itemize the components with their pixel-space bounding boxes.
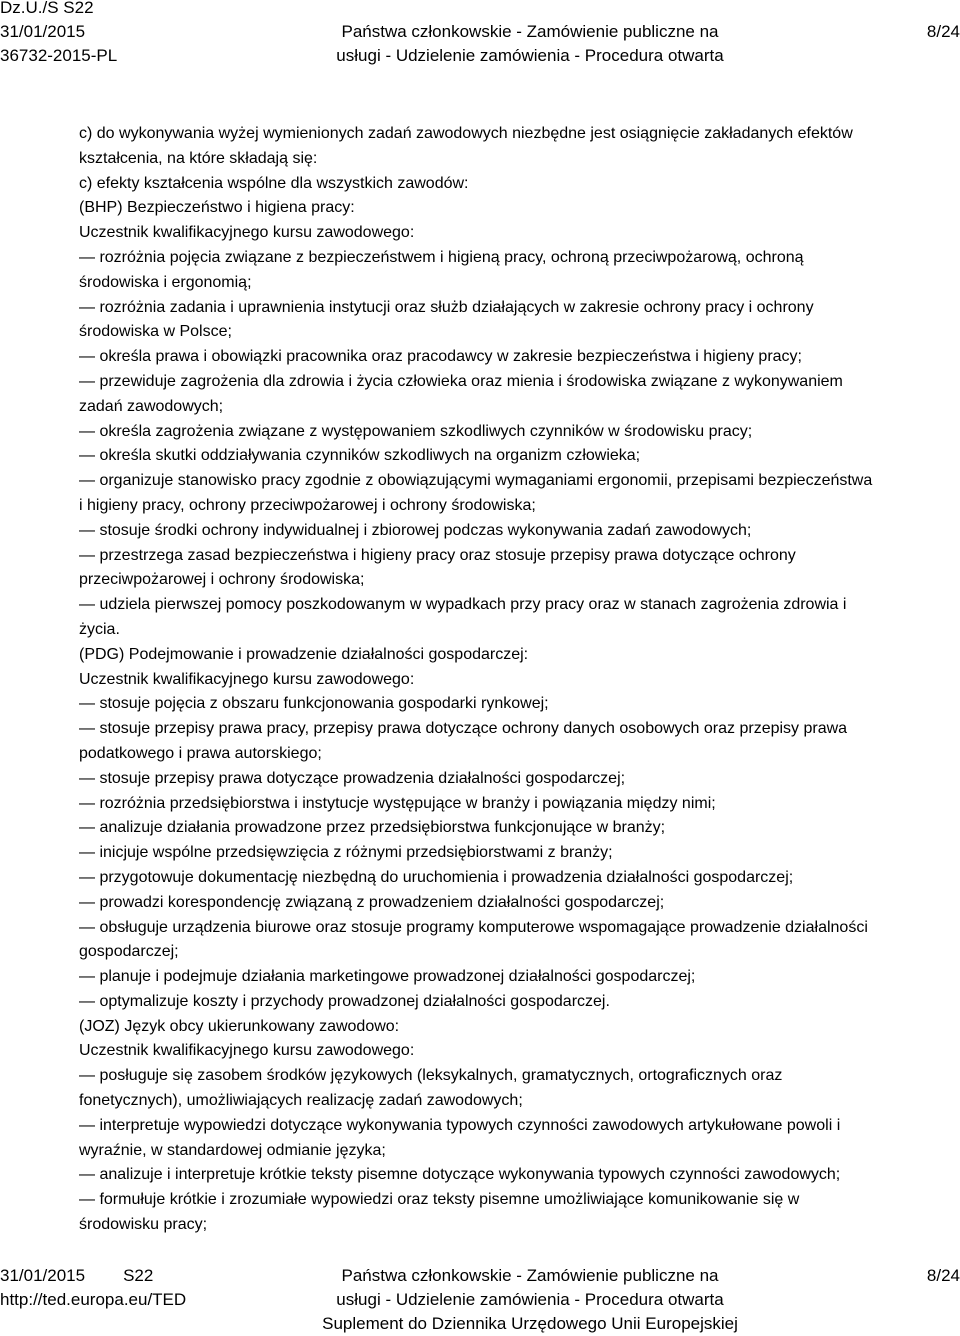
- text-line: wyraźnie, w standardowej odmianie języka;: [79, 1141, 386, 1159]
- text-line: kształcenia, na które składają się:: [79, 149, 318, 167]
- text-line: życia.: [79, 620, 120, 638]
- text-line: c) do wykonywania wyżej wymienionych zadań zawodowych niezbędne jest osiągnięcie zakładanych efektów: [79, 125, 853, 142]
- footer-date: 31/01/2015: [0, 1266, 86, 1285]
- text-line: — obsługuje urządzenia biurowe oraz stosuje programy komputerowe wspomagające prowadzenie działalności: [79, 918, 868, 936]
- text-line: — analizuje działania prowadzone przez przedsiębiorstwa funkcjonujące w branży;: [79, 819, 666, 837]
- text-line: — udziela pierwszej pomocy poszkodowanym w wypadkach przy pracy oraz w stanach zagrożenia zdrowia i: [79, 596, 847, 614]
- text-line: środowiska i ergonomią;: [79, 273, 252, 291]
- text-line: — prowadzi korespondencję związaną z prowadzeniem działalności gospodarczej;: [79, 893, 665, 911]
- text-line: — stosuje przepisy prawa pracy, przepisy prawa dotyczące ochrony danych osobowych oraz przepisy prawa: [79, 720, 848, 738]
- document-body: [79, 122, 959, 1238]
- text-line: — przygotowuje dokumentację niezbędną do uruchomienia i prowadzenia działalności gospodarczej;: [79, 868, 794, 886]
- header-title-line1: Państwa członkowskie - Zamówienie publiczne na: [341, 22, 719, 41]
- text-line: gospodarczej;: [79, 943, 179, 961]
- notice-id: 36732-2015-PL: [0, 46, 118, 65]
- text-line: zadań zawodowych;: [79, 397, 224, 415]
- text-line: — stosuje pojęcia z obszaru funkcjonowania gospodarki rynkowej;: [79, 695, 549, 713]
- header-page-number: 8/24: [926, 22, 960, 41]
- footer-title-line3: Suplement do Dziennika Urzędowego Unii Europejskiej: [322, 1314, 738, 1333]
- text-line: — posługuje się zasobem środków językowych (leksykalnych, gramatycznych, ortograficznych oraz: [79, 1067, 783, 1085]
- text-line: — analizuje i interpretuje krótkie teksty pisemne dotyczące wykonywania typowych czynności zawodowych;: [79, 1166, 841, 1184]
- text-line: Uczestnik kwalifikacyjnego kursu zawodowego:: [79, 224, 415, 242]
- footer-title: [0, 1264, 960, 1336]
- text-line: środowiska w Polsce;: [79, 323, 232, 341]
- text-line: — organizuje stanowisko pracy zgodnie z obowiązującymi wymaganiami ergonomii, przepisami bezpieczeństwa: [79, 472, 873, 490]
- text-line: — inicjuje wspólne przedsięwzięcia z różnymi przedsiębiorstwami z branży;: [79, 844, 613, 862]
- text-line: — określa skutki oddziaływania czynników szkodliwych na organizm człowieka;: [79, 447, 641, 465]
- text-line: Uczestnik kwalifikacyjnego kursu zawodowego:: [79, 670, 415, 688]
- journal-ref: Dz.U./S S22: [0, 0, 94, 17]
- text-line: — określa zagrożenia związane z występowaniem szkodliwych czynników w środowisku pracy;: [79, 422, 753, 440]
- footer-page-number: 8/24: [926, 1266, 960, 1285]
- text-line: — rozróżnia zadania i uprawnienia instytucji oraz służb działających w zakresie ochrony pracy i ochrony: [79, 298, 814, 316]
- text-line: — rozróżnia pojęcia związane z bezpieczeństwem i higieną pracy, ochroną przeciwpożarową, ochroną: [79, 248, 804, 266]
- text-line: c) efekty kształcenia wspólne dla wszystkich zawodów:: [79, 174, 469, 192]
- text-line: — interpretuje wypowiedzi dotyczące wykonywania typowych czynności zawodowych artykułowane powoli i: [79, 1116, 841, 1134]
- text-line: — optymalizuje koszty i przychody prowadzonej działalności gospodarczej.: [79, 992, 610, 1010]
- text-line: (BHP) Bezpieczeństwo i higiena pracy:: [79, 199, 355, 217]
- text-line: Uczestnik kwalifikacyjnego kursu zawodowego:: [79, 1042, 415, 1060]
- text-line: środowisku pracy;: [79, 1216, 208, 1234]
- text-line: — stosuje środki ochrony indywidualnej i zbiorowej podczas wykonywania zadań zawodowych;: [79, 521, 752, 539]
- text-line: (PDG) Podejmowanie i prowadzenie działalności gospodarczej:: [79, 645, 529, 663]
- text-line: (JOZ) Język obcy ukierunkowany zawodowo:: [79, 1017, 400, 1035]
- text-line: — rozróżnia przedsiębiorstwa i instytucje występujące w branży i powiązania między nimi;: [79, 794, 716, 812]
- text-line: — określa prawa i obowiązki pracownika oraz pracodawcy w zakresie bezpieczeństwa i higieny pracy;: [79, 348, 802, 366]
- header-date: 31/01/2015: [0, 22, 86, 41]
- footer-title-line2: usługi - Udzielenie zamówienia - Procedura otwarta: [336, 1290, 724, 1309]
- text-line: — planuje i podejmuje działania marketingowe prowadzonej działalności gospodarczej;: [79, 968, 696, 986]
- header-title: [0, 20, 960, 68]
- text-line: — stosuje przepisy prawa dotyczące prowadzenia działalności gospodarczej;: [79, 769, 626, 787]
- text-line: — przewiduje zagrożenia dla zdrowia i życia człowieka oraz mienia i środowiska związane z wykonywaniem: [79, 372, 843, 390]
- text-line: podatkowego i prawa autorskiego;: [79, 744, 322, 762]
- footer-url[interactable]: http://ted.europa.eu/TED: [0, 1290, 187, 1309]
- text-line: przeciwpożarowej i ochrony środowiska;: [79, 571, 365, 589]
- text-line: — formułuje krótkie i zrozumiałe wypowiedzi oraz teksty pisemne umożliwiające komunikowanie się w: [79, 1191, 800, 1209]
- text-line: — przestrzega zasad bezpieczeństwa i higieny pracy oraz stosuje przepisy prawa dotyczące ochrony: [79, 546, 796, 564]
- header-title-line2: usługi - Udzielenie zamówienia - Procedura otwarta: [336, 46, 724, 65]
- footer-title-line1: Państwa członkowskie - Zamówienie publiczne na: [341, 1266, 719, 1285]
- text-line: i higieny pracy, ochrony przeciwpożarowej i ochrony środowiska;: [79, 496, 536, 514]
- text-line: fonetycznych), umożliwiających realizację zadań zawodowych;: [79, 1092, 523, 1110]
- footer-series: S22: [123, 1266, 154, 1285]
